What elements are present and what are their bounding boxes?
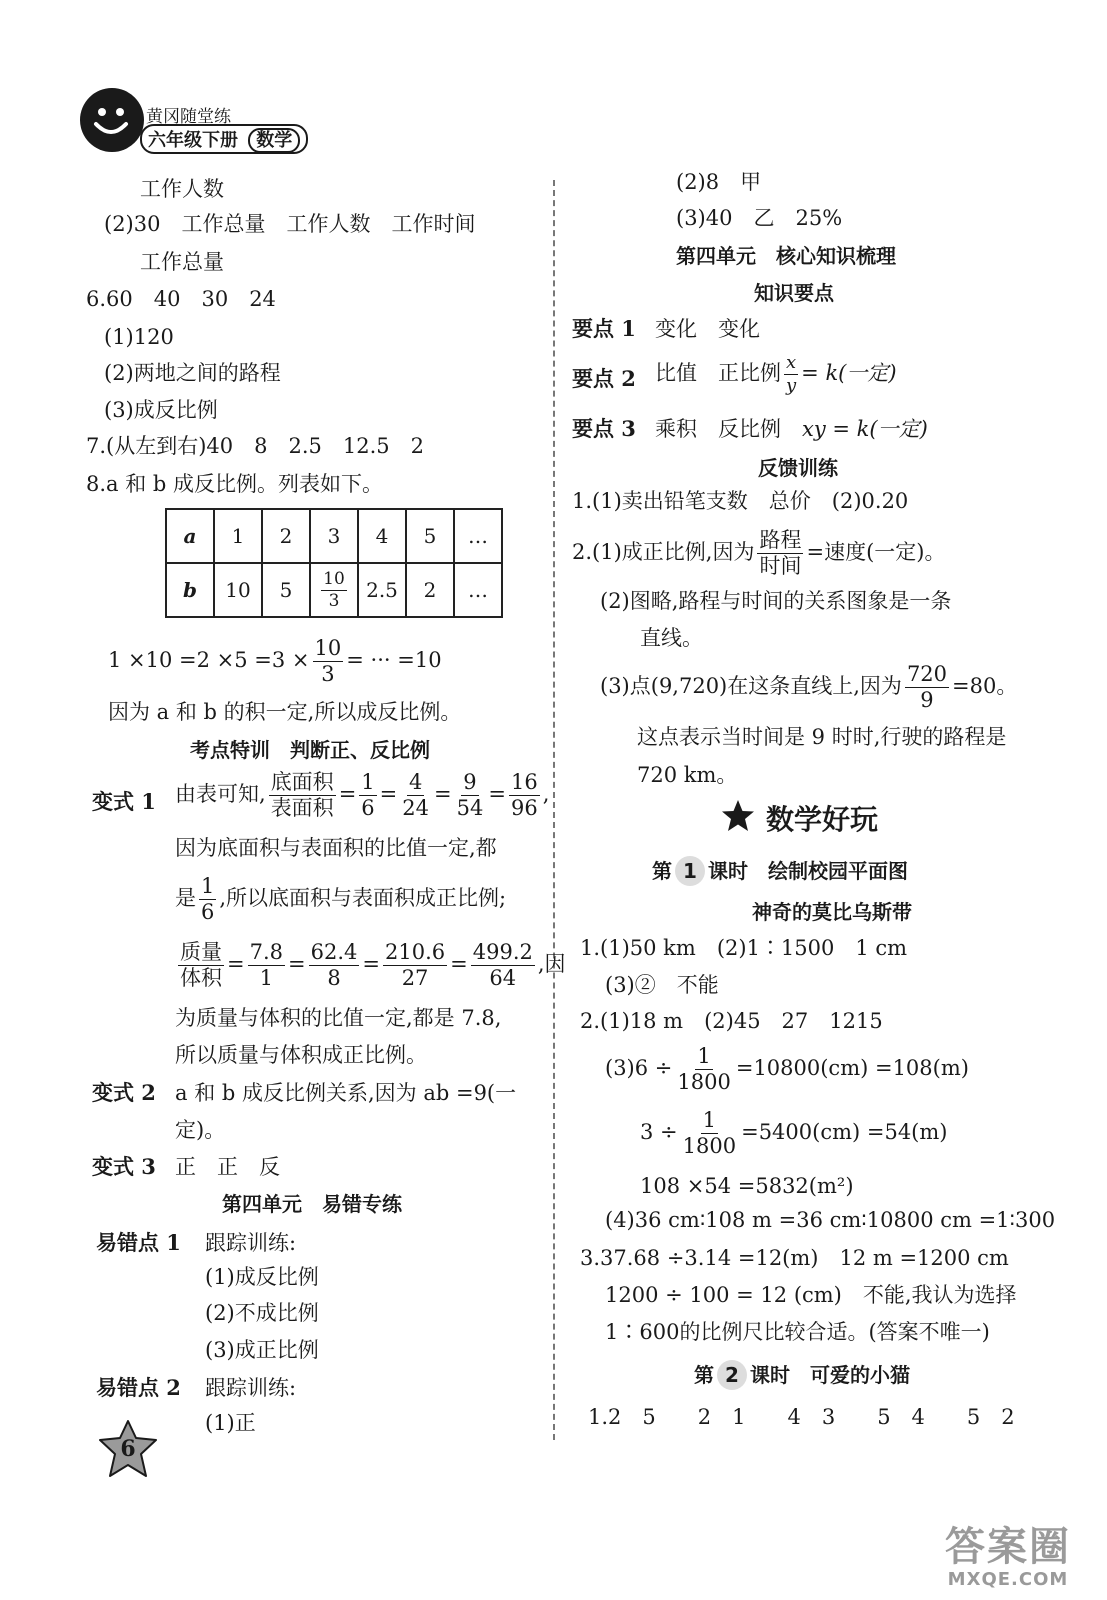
variant-1-line-2: 因为底面积与表面积的比值一定,都: [175, 836, 497, 860]
ab-table: [165, 508, 503, 618]
mobius-2-5: 108 ×54 =5832(m²): [640, 1174, 854, 1198]
feedback-2-2b: 直线。: [640, 626, 703, 650]
question-6-1: (1)120: [104, 325, 174, 349]
feedback-2-2a: (2)图略,路程与时间的关系图象是一条: [600, 589, 952, 613]
error-point-1-3: (3)成正比例: [205, 1338, 319, 1362]
error-point-1-a: 跟踪训练:: [205, 1231, 297, 1255]
table-cell: 3: [310, 509, 358, 563]
mobius-2: 2.(1)18 m (2)45 27 1215: [580, 1009, 883, 1033]
table-cell: b: [166, 563, 214, 617]
error-point-2-a: 跟踪训练:: [205, 1376, 297, 1400]
table-cell: …: [454, 563, 502, 617]
error-point-1-label: 易错点 1: [96, 1230, 181, 1255]
mobius-2-4: 3 ÷ $\frac{1}{1800}$ =5400(cm) =54(m): [640, 1108, 948, 1158]
mobius-3-b: 1200 ÷ 100 = 12 (cm) 不能,我认为选择: [605, 1283, 1017, 1307]
variant-2-label: 变式 2: [92, 1080, 156, 1105]
variant-1-line-4: $\frac{\text{质量}}{\text{体积}}$ = $\frac{7.8}{1}$ = $\frac{62.4}{8}$ = $\frac{210.6}{27}$ = $\frac{499.2}{64}$ ,因: [180, 940, 566, 990]
mobius-1-3: (3)② 不能: [605, 973, 719, 997]
table-cell: …: [454, 509, 502, 563]
product-equation: 1 ×10 =2 ×5 =3 × $\frac{10}{3}$ = ··· =10: [108, 636, 442, 686]
key-point-2-label: 要点 2: [572, 366, 636, 391]
watermark-logo: 答案圈: [945, 1524, 1071, 1570]
table-cell: 10: [214, 563, 262, 617]
variant-3-label: 变式 3: [92, 1154, 156, 1179]
left-line-1: 工作人数: [140, 177, 224, 201]
mobius-1: 1.(1)50 km (2)1∶1500 1 cm: [580, 936, 908, 960]
error-point-1-2: (2)不成比例: [205, 1301, 319, 1325]
table-cell: 5: [262, 563, 310, 617]
left-line-3: 工作总量: [140, 250, 224, 274]
error-point-2-label: 易错点 2: [96, 1375, 181, 1400]
section-title-yicuo: 第四单元 易错专练: [222, 1192, 402, 1216]
header-grade-badge: [140, 124, 308, 154]
variant-1-line-1: 由表可知, $\frac{\text{底面积}}{\text{表面积}}$ = $\frac{1}{6}$ = $\frac{4}{24}$ = $\frac{9}{54}$ = $\frac{16}{96}$ ,: [175, 770, 550, 820]
error-point-1-1: (1)成反比例: [205, 1265, 319, 1289]
smiley-logo-icon: [80, 88, 144, 152]
variant-2-line-2: 定)。: [175, 1118, 226, 1142]
question-6-2: (2)两地之间的路程: [104, 361, 281, 385]
page-number: 6: [120, 1436, 136, 1462]
section-title-kaodian: 考点特训 判断正、反比例: [190, 738, 430, 762]
table-cell: 4: [358, 509, 406, 563]
subsection-fankui: 反馈训练: [758, 456, 838, 480]
variant-1-line-5: 为质量与体积的比值一定,都是 7.8,: [175, 1006, 502, 1030]
question-6-3: (3)成反比例: [104, 398, 218, 422]
watermark: [945, 1525, 1071, 1590]
header-brand: 黄冈随堂练: [146, 107, 231, 127]
right-line-1: (2)8 甲: [676, 170, 762, 194]
subsection-zhishi: 知识要点: [754, 281, 834, 305]
key-point-3-label: 要点 3: [572, 416, 636, 441]
header-subject: 数学: [248, 128, 300, 153]
key-point-2: 比值 正比例 $\frac{x}{y}$ = k(一定): [655, 352, 897, 396]
lesson-1-subtitle: 神奇的莫比乌斯带: [752, 900, 912, 924]
feedback-2-4a: 这点表示当时间是 9 时时,行驶的路程是: [637, 725, 1007, 749]
fun-math-title: 数学好玩: [766, 803, 879, 836]
question-6: 6.60 40 30 24: [86, 287, 276, 311]
right-line-2: (3)40 乙 25%: [676, 206, 843, 230]
table-cell: 2.5: [358, 563, 406, 617]
key-point-1-label: 要点 1: [572, 316, 636, 341]
table-cell: 2: [406, 563, 454, 617]
key-point-1: 变化 变化: [655, 317, 760, 341]
cat-1: 1.2 5 2 1 4 3 5 4 5 2: [588, 1405, 1015, 1429]
table-cell: 1: [214, 509, 262, 563]
mobius-3-a: 3.37.68 ÷3.14 =12(m) 12 m =1200 cm: [580, 1246, 1009, 1270]
variant-1-label: 变式 1: [92, 789, 156, 814]
mobius-2-3: (3)6 ÷ $\frac{1}{1800}$ =10800(cm) =108(m): [605, 1044, 969, 1094]
page-number-badge: [96, 1418, 160, 1482]
table-cell: 2: [262, 509, 310, 563]
mobius-3-c: 1∶600的比例尺比较合适。(答案不唯一): [605, 1320, 990, 1344]
variant-2-line-1: a 和 b 成反比例关系,因为 ab =9(一: [175, 1081, 517, 1105]
watermark-url: MXQE.COM: [947, 1569, 1069, 1590]
because-line: 因为 a 和 b 的积一定,所以成反比例。: [108, 700, 462, 724]
header-grade: 六年级下册: [148, 130, 238, 151]
left-line-2: (2)30 工作总量 工作人数 工作时间: [104, 212, 476, 236]
error-point-2-1: (1)正: [205, 1411, 256, 1435]
table-row: [166, 563, 502, 617]
variant-1-line-3: 是 $\frac{1}{6}$ ,所以底面积与表面积成正比例;: [175, 874, 507, 924]
feedback-1: 1.(1)卖出铅笔支数 总价 (2)0.20: [572, 489, 909, 513]
lesson-1-title: 第 1 课时 绘制校园平面图: [652, 855, 908, 886]
feedback-2-1: 2.(1)成正比例,因为 $\frac{\text{路程}}{\text{时间}}$ =速度(一定)。: [572, 528, 946, 578]
lesson-2-title: 第 2 课时 可爱的小猫: [694, 1359, 910, 1390]
feedback-2-3: (3)点(9,720)在这条直线上,因为 $\frac{720}{9}$ =80。: [600, 662, 1018, 712]
table-cell: 5: [406, 509, 454, 563]
feedback-2-4b: 720 km。: [637, 763, 738, 787]
table-cell-fraction: $\frac{10}{3}$: [310, 563, 358, 617]
question-7: 7.(从左到右)40 8 2.5 12.5 2: [86, 434, 425, 458]
variant-3-answer: 正 正 反: [175, 1155, 280, 1179]
table-cell: a: [166, 509, 214, 563]
question-8: 8.a 和 b 成反比例。列表如下。: [86, 472, 384, 496]
variant-1-line-6: 所以质量与体积成正比例。: [175, 1043, 427, 1067]
column-divider: [553, 180, 555, 1440]
table-row: [166, 509, 502, 563]
star-icon: [720, 798, 756, 838]
mobius-2-6: (4)36 cm∶108 m =36 cm∶10800 cm =1∶300: [605, 1208, 1056, 1232]
section-title-hexin: 第四单元 核心知识梳理: [676, 244, 896, 268]
key-point-3: 乘积 反比例 xy = k(一定): [655, 417, 928, 441]
